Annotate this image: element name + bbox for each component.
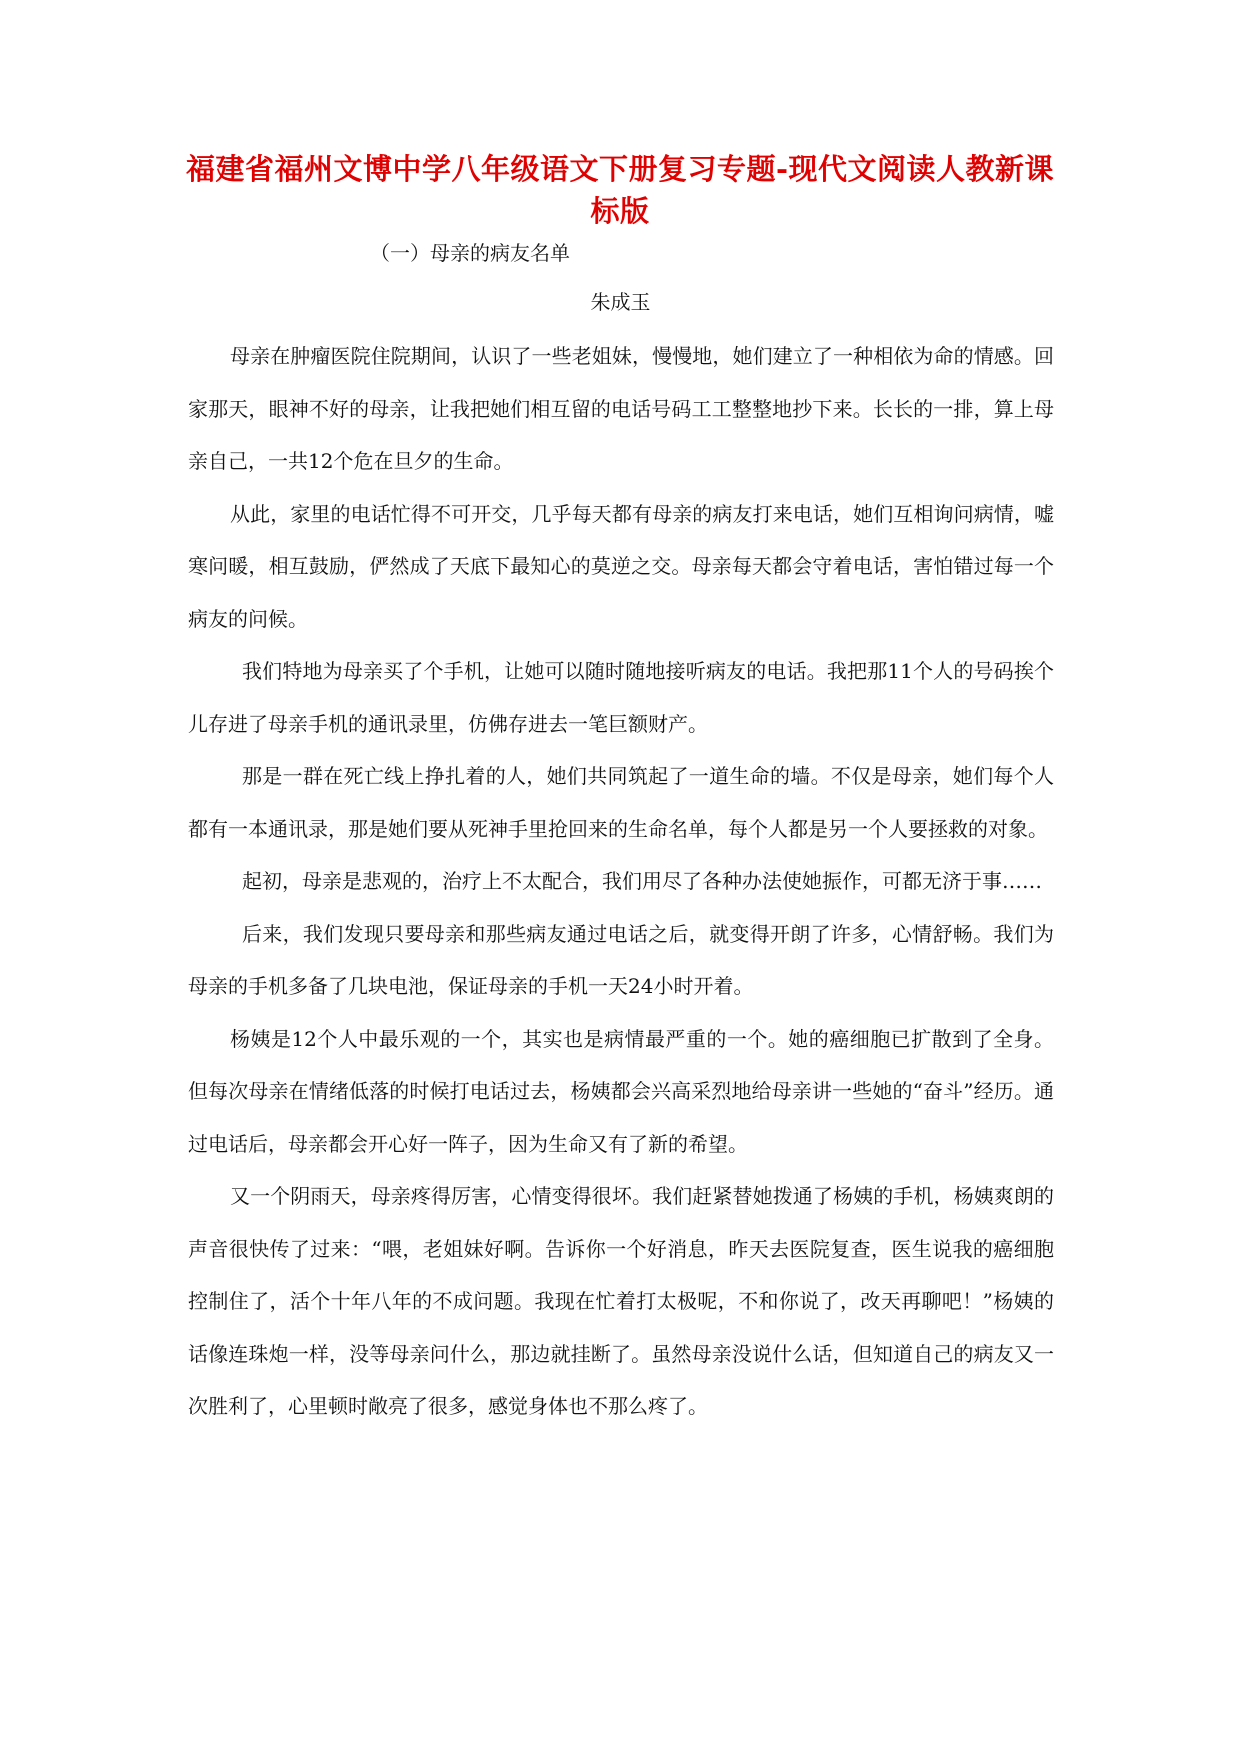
section-title: （一）母亲的病友名单 — [370, 241, 570, 265]
paragraph: 那是一群在死亡线上挣扎着的人，她们共同筑起了一道生命的墙。不仅是母亲，她们每个人都有一本通讯录，那是她们要从死神手里抢回来的生命名单，每个人都是另一个人要拯救的对象。 — [188, 764, 1054, 841]
paragraph: 我们特地为母亲买了个手机，让她可以随时随地接听病友的电话。我把那11个人的号码挨个儿存进了母亲手机的通讯录里，仿佛存进去一笔巨额财产。 — [188, 659, 1054, 736]
paragraph: 起初，母亲是悲观的，治疗上不太配合，我们用尽了各种办法使她振作，可都无济于事…… — [242, 869, 1042, 893]
paragraph: 从此，家里的电话忙得不可开交，几乎每天都有母亲的病友打来电话，她们互相询问病情，嘘寒问暖，相互鼓励，俨然成了天底下最知心的莫逆之交。母亲每天都会守着电话，害怕错过每一个病友的问候。 — [188, 501, 1054, 631]
paragraph: 母亲在肿瘤医院住院期间，认识了一些老姐妹，慢慢地，她们建立了一种相依为命的情感。回家那天，眼神不好的母亲，让我把她们相互留的电话号码工工整整地抄下来。长长的一排，算上母亲自己，一共12个危在旦夕的生命。 — [188, 344, 1054, 473]
paragraph: 杨姨是12个人中最乐观的一个，其实也是病情最严重的一个。她的癌细胞已扩散到了全身。但每次母亲在情绪低落的时候打电话过去，杨姨都会兴高采烈地给母亲讲一些她的“奋斗”经历。通过电话后，母亲都会开心好一阵子，因为生命又有了新的希望。 — [188, 1026, 1054, 1156]
document-title: 福建省福州文博中学八年级语文下册复习专题-现代文阅读人教新课标版 — [185, 152, 1055, 228]
author-name: 朱成玉 — [590, 290, 651, 314]
paragraph: 又一个阴雨天，母亲疼得厉害，心情变得很坏。我们赶紧替她拨通了杨姨的手机，杨姨爽朗的声音很快传了过来：“喂，老姐妹好啊。告诉你一个好消息，昨天去医院复查，医生说我的癌细胞控制住了，活个十年八年的不成问题。我现在忙着打太极呢，不和你说了，改天再聊吧！”杨姨的话像连珠炮一样，没等母亲问什么，那边就挂断了。虽然母亲没说什么话，但知道自己的病友又一次胜利了，心里顿时敞亮了很多，感觉身体也不那么疼了。 — [188, 1184, 1054, 1418]
article-body — [188, 330, 1054, 1433]
paragraph: 后来，我们发现只要母亲和那些病友通过电话之后，就变得开朗了许多，心情舒畅。我们为母亲的手机多备了几块电池，保证母亲的手机一天24小时开着。 — [188, 921, 1054, 998]
